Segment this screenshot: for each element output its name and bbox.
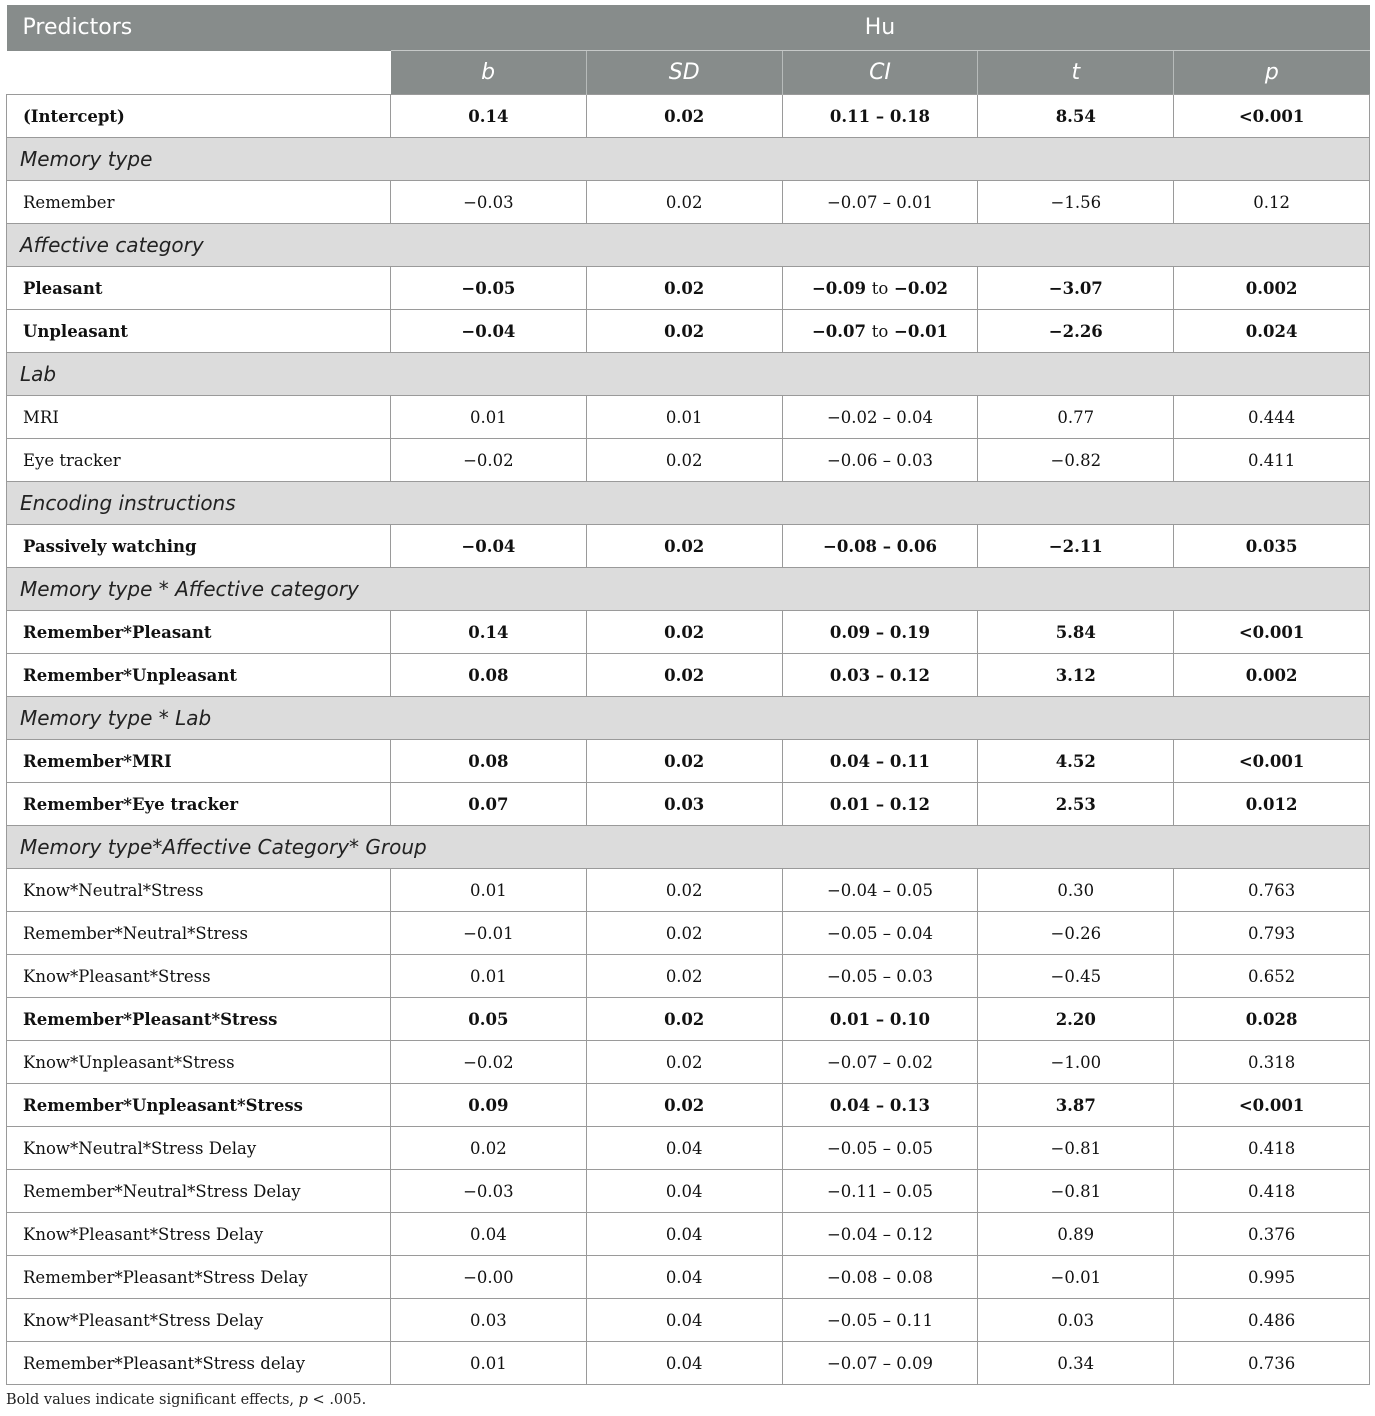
footnote-text: Bold values indicate significant effects, [6,1392,299,1408]
header-group-hu: Hu [391,5,1370,51]
cell-b: 0.03 [391,1299,587,1342]
cell-sd: 0.04 [586,1342,782,1385]
cell-t: −0.01 [978,1256,1174,1299]
cell-ci: −0.08 – 0.08 [782,1256,978,1299]
table-row [7,1213,1370,1256]
table-row [7,1084,1370,1127]
cell-sd: 0.02 [586,267,782,310]
row-label: Passively watching [7,525,391,568]
cell-ci: 0.01 – 0.10 [782,998,978,1041]
cell-p: 0.411 [1174,439,1370,482]
row-label: Remember*Eye tracker [7,783,391,826]
header-p: p [1174,51,1370,95]
cell-t: 4.52 [978,740,1174,783]
cell-ci: 0.04 – 0.13 [782,1084,978,1127]
cell-ci [782,267,978,310]
cell-p: 0.035 [1174,525,1370,568]
cell-b: −0.01 [391,912,587,955]
cell-p: 0.024 [1174,310,1370,353]
row-label: Remember*Pleasant*Stress [7,998,391,1041]
cell-sd: 0.02 [586,310,782,353]
table-row [7,1256,1370,1299]
cell-t: 2.53 [978,783,1174,826]
cell-t: −0.81 [978,1127,1174,1170]
cell-p: <0.001 [1174,1084,1370,1127]
row-label: Know*Neutral*Stress Delay [7,1127,391,1170]
cell-sd: 0.02 [586,654,782,697]
cell-ci: −0.06 – 0.03 [782,439,978,482]
section-row [7,138,1370,181]
cell-b: −0.03 [391,1170,587,1213]
cell-b: −0.03 [391,181,587,224]
cell-p: 0.002 [1174,267,1370,310]
cell-ci: −0.05 – 0.11 [782,1299,978,1342]
section-lab: Lab [7,353,1370,396]
cell-b: −0.05 [391,267,587,310]
cell-t: 5.84 [978,611,1174,654]
table-row [7,783,1370,826]
cell-ci: −0.07 – 0.02 [782,1041,978,1084]
section-memory-type: Memory type [7,138,1370,181]
cell-sd: 0.02 [586,912,782,955]
cell-p: 0.736 [1174,1342,1370,1385]
cell-sd: 0.02 [586,869,782,912]
table-row [7,1127,1370,1170]
section-row [7,224,1370,267]
cell-sd: 0.01 [586,396,782,439]
cell-ci: −0.07 – 0.01 [782,181,978,224]
cell-p: 0.793 [1174,912,1370,955]
cell-t: 0.89 [978,1213,1174,1256]
cell-p: <0.001 [1174,740,1370,783]
cell-p: 0.376 [1174,1213,1370,1256]
cell-sd: 0.02 [586,439,782,482]
cell-ci: 0.03 – 0.12 [782,654,978,697]
cell-ci: 0.01 – 0.12 [782,783,978,826]
cell-t: −0.82 [978,439,1174,482]
table-row [7,654,1370,697]
cell-ci: −0.04 – 0.05 [782,869,978,912]
ci-to: to [871,321,889,341]
header-t: t [978,51,1174,95]
cell-ci [782,310,978,353]
header-predictors: Predictors [7,7,391,51]
row-label: Remember*Neutral*Stress Delay [7,1170,391,1213]
table-body [7,95,1370,1385]
table-row [7,267,1370,310]
section-encoding-instructions: Encoding instructions [7,482,1370,525]
row-label: Remember*Pleasant*Stress Delay [7,1256,391,1299]
row-label: Remember*MRI [7,740,391,783]
row-label: Remember [7,181,391,224]
footnote-p: p [298,1392,308,1408]
cell-p: 0.012 [1174,783,1370,826]
cell-t: −2.26 [978,310,1174,353]
table-row [7,1299,1370,1342]
cell-p: 0.995 [1174,1256,1370,1299]
cell-b: −0.02 [391,439,587,482]
cell-b: −0.02 [391,1041,587,1084]
cell-t: 0.30 [978,869,1174,912]
cell-p: 0.418 [1174,1170,1370,1213]
ci-low: −0.09 [811,278,866,298]
cell-b: 0.02 [391,1127,587,1170]
cell-b: −0.04 [391,310,587,353]
cell-sd: 0.02 [586,1041,782,1084]
cell-t: 0.77 [978,396,1174,439]
table-header [7,5,1370,95]
cell-t: −3.07 [978,267,1174,310]
cell-ci: −0.05 – 0.03 [782,955,978,998]
table-row [7,439,1370,482]
section-row [7,568,1370,611]
table-row [7,869,1370,912]
cell-sd: 0.04 [586,1299,782,1342]
cell-t: 3.87 [978,1084,1174,1127]
cell-t: 8.54 [978,95,1174,138]
cell-sd: 0.03 [586,783,782,826]
cell-sd: 0.02 [586,1084,782,1127]
cell-b: 0.04 [391,1213,587,1256]
cell-b: −0.00 [391,1256,587,1299]
header-sd: SD [586,51,782,95]
cell-p: 0.763 [1174,869,1370,912]
cell-b: 0.14 [391,611,587,654]
row-label: Unpleasant [7,310,391,353]
cell-sd: 0.04 [586,1170,782,1213]
cell-sd: 0.04 [586,1256,782,1299]
row-label: Know*Neutral*Stress [7,869,391,912]
cell-ci: −0.08 – 0.06 [782,525,978,568]
cell-sd: 0.04 [586,1127,782,1170]
row-label: Know*Pleasant*Stress Delay [7,1213,391,1256]
cell-b: 0.14 [391,95,587,138]
cell-t: −1.00 [978,1041,1174,1084]
cell-t: 2.20 [978,998,1174,1041]
cell-p: <0.001 [1174,95,1370,138]
section-memory-lab: Memory type * Lab [7,697,1370,740]
cell-p: 0.002 [1174,654,1370,697]
row-label: Know*Unpleasant*Stress [7,1041,391,1084]
table-row [7,1342,1370,1385]
cell-b: 0.01 [391,1342,587,1385]
section-row [7,826,1370,869]
cell-sd: 0.02 [586,740,782,783]
row-label: Remember*Neutral*Stress [7,912,391,955]
cell-ci: −0.02 – 0.04 [782,396,978,439]
cell-ci: −0.04 – 0.12 [782,1213,978,1256]
header-b: b [391,51,587,95]
table-row [7,1041,1370,1084]
cell-t: −0.26 [978,912,1174,955]
cell-b: 0.01 [391,869,587,912]
cell-sd: 0.02 [586,611,782,654]
cell-t: −0.45 [978,955,1174,998]
row-label: Know*Pleasant*Stress [7,955,391,998]
cell-ci: −0.07 – 0.09 [782,1342,978,1385]
cell-t: −1.56 [978,181,1174,224]
cell-t: 3.12 [978,654,1174,697]
cell-p: 0.486 [1174,1299,1370,1342]
cell-b: 0.07 [391,783,587,826]
section-row [7,353,1370,396]
table-row [7,955,1370,998]
section-memory-affective: Memory type * Affective category [7,568,1370,611]
table-row [7,998,1370,1041]
cell-p: 0.028 [1174,998,1370,1041]
row-label: Eye tracker [7,439,391,482]
ci-low: −0.07 [811,321,866,341]
table-row [7,525,1370,568]
table-row [7,912,1370,955]
row-label: Know*Pleasant*Stress Delay [7,1299,391,1342]
cell-b: 0.08 [391,740,587,783]
table-row [7,95,1370,138]
regression-table-container [6,5,1369,1385]
section-row [7,482,1370,525]
cell-b: −0.04 [391,525,587,568]
row-label: (Intercept) [7,95,391,138]
cell-p: 0.12 [1174,181,1370,224]
table-row [7,310,1370,353]
section-row [7,697,1370,740]
cell-t: −0.81 [978,1170,1174,1213]
section-memory-affective-group: Memory type*Affective Category* Group [7,826,1370,869]
cell-ci: 0.11 – 0.18 [782,95,978,138]
cell-ci: 0.04 – 0.11 [782,740,978,783]
cell-t: −2.11 [978,525,1174,568]
ci-to: to [871,278,889,298]
table-row [7,1170,1370,1213]
cell-t: 0.03 [978,1299,1174,1342]
cell-ci: −0.05 – 0.05 [782,1127,978,1170]
cell-b: 0.01 [391,955,587,998]
cell-ci: −0.11 – 0.05 [782,1170,978,1213]
cell-p: 0.318 [1174,1041,1370,1084]
table-row [7,396,1370,439]
cell-sd: 0.02 [586,998,782,1041]
cell-ci: −0.05 – 0.04 [782,912,978,955]
cell-b: 0.05 [391,998,587,1041]
cell-sd: 0.04 [586,1213,782,1256]
cell-b: 0.09 [391,1084,587,1127]
row-label: MRI [7,396,391,439]
regression-table [6,5,1370,1385]
header-ci: CI [782,51,978,95]
row-label: Remember*Unpleasant [7,654,391,697]
row-label: Remember*Pleasant*Stress delay [7,1342,391,1385]
cell-sd: 0.02 [586,95,782,138]
cell-sd: 0.02 [586,181,782,224]
table-row [7,611,1370,654]
table-row [7,740,1370,783]
row-label: Pleasant [7,267,391,310]
cell-ci: 0.09 – 0.19 [782,611,978,654]
ci-high: −0.02 [894,278,949,298]
cell-p: <0.001 [1174,611,1370,654]
cell-p: 0.444 [1174,396,1370,439]
cell-p: 0.418 [1174,1127,1370,1170]
row-label: Remember*Unpleasant*Stress [7,1084,391,1127]
ci-high: −0.01 [894,321,949,341]
footnote-threshold: < .005. [307,1392,367,1408]
cell-b: 0.01 [391,396,587,439]
section-affective-category: Affective category [7,224,1370,267]
cell-p: 0.652 [1174,955,1370,998]
cell-t: 0.34 [978,1342,1174,1385]
cell-sd: 0.02 [586,955,782,998]
cell-sd: 0.02 [586,525,782,568]
table-row [7,181,1370,224]
table-footnote [6,1392,366,1408]
row-label: Remember*Pleasant [7,611,391,654]
cell-b: 0.08 [391,654,587,697]
